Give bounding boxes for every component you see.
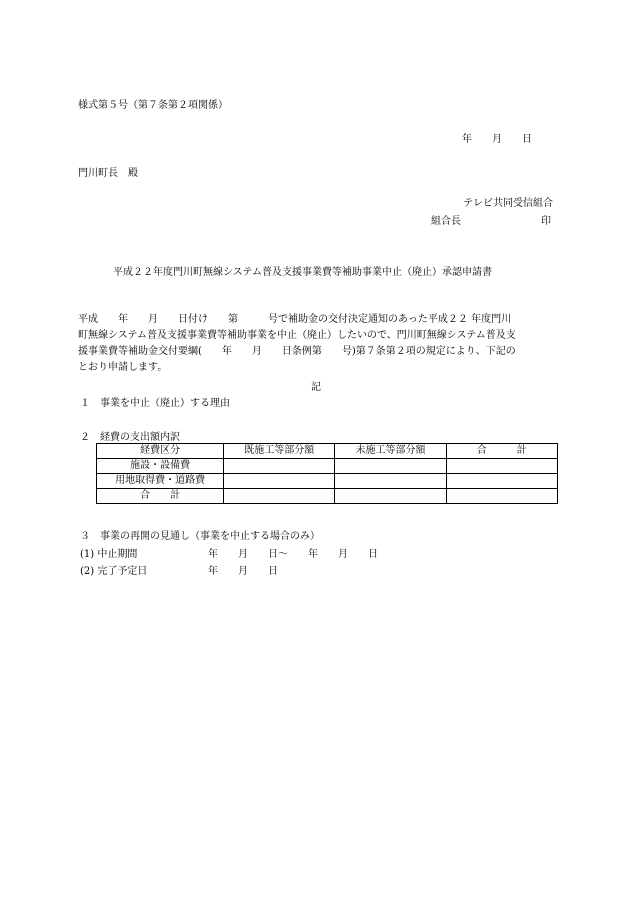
applicant-representative: 組合長 (431, 216, 461, 227)
header-cell: 既施工等部分額 (224, 444, 335, 459)
table-row (97, 459, 558, 474)
header-cell: 合 計 (446, 444, 557, 459)
seal-mark: 印 (541, 216, 551, 227)
body-line: とおり申請します。 (78, 362, 168, 373)
applicant-organization: テレビ共同受信組合 (463, 198, 553, 209)
ki-mark: 記 (311, 382, 321, 393)
table-row (97, 489, 558, 504)
item-2-value: 年 月 日 (208, 566, 278, 577)
table-header-row (97, 444, 558, 459)
body-line: 援事業費等補助金交付要綱( 年 月 日条例第 号)第７条第２項の規定により、下記の (78, 346, 516, 357)
header-cell: 経費区分 (97, 444, 224, 459)
body-line: 町無線システム普及支援事業費等補助事業を中止（廃止）したいので、門川町無線システム普及支 (78, 330, 516, 341)
section-1-heading: １ 事業を中止（廃止）する理由 (80, 398, 230, 409)
expense-table (96, 443, 558, 504)
row-label: 用地取得費・道路費 (97, 474, 224, 489)
table-cell (224, 489, 335, 504)
date-line: 年 月 日 (462, 134, 532, 145)
table-row (97, 474, 558, 489)
header-cell: 未施工等部分額 (335, 444, 446, 459)
row-label: 施設・設備費 (97, 459, 224, 474)
section-3-heading: ３ 事業の再開の見通し（事業を中止する場合のみ） (80, 531, 320, 542)
row-label: 合 計 (97, 489, 224, 504)
body-line: 平成 年 月 日付け 第 号で補助金の交付決定通知のあった平成２２ 年度門川 (78, 314, 512, 325)
item-2-label: (2) 完了予定日 (80, 566, 148, 577)
table-cell (224, 459, 335, 474)
table-cell (335, 474, 446, 489)
item-1-label: (1) 中止期間 (80, 549, 138, 560)
addressee: 門川町長 殿 (78, 168, 138, 179)
table-cell (224, 474, 335, 489)
section-2-heading: ２ 経費の支出額内訳 (80, 432, 180, 443)
table-cell (335, 489, 446, 504)
item-1-value: 年 月 日～ 年 月 日 (208, 549, 378, 560)
form-number: 様式第５号（第７条第２項関係） (78, 100, 228, 111)
table-cell (446, 474, 557, 489)
body-paragraph (78, 312, 552, 376)
table-cell (335, 459, 446, 474)
table-cell (446, 459, 557, 474)
table-cell (446, 489, 557, 504)
document-title: 平成２２年度門川町無線システム普及支援事業費等補助事業中止（廃止）承認申請書 (113, 267, 492, 278)
